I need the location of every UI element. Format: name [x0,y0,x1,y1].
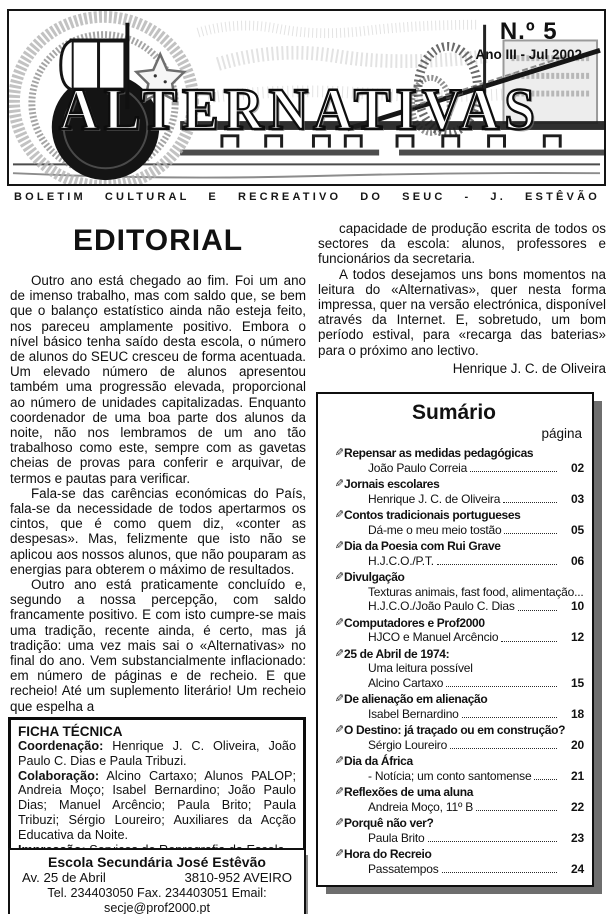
summary-item-body [344,539,584,568]
page-number: 05 [571,522,584,537]
credits-entry-label: Coordenação: [18,739,104,753]
editorial-column [10,224,306,714]
summary-entry-line [344,461,584,476]
summary-item-title: Reflexões de uma aluna [344,785,474,799]
editorial-continuation [318,221,606,376]
dotted-leader [518,610,557,611]
page-number: 15 [571,675,584,690]
editorial-paragraph: Outro ano está praticamente concluído e, segundo a nossa percepção, com saldo francamente positivo. E com isto cumpre-se mais uma tradição, recente ainda, é certo, mas já tradição: uma vez mais sai o «Alternativas» no final do ano. Vem substancialmente inflacionado: em número de páginas e de recheio. E que recheio! Até um suplemento literário! Um recheio que espelha a [10,577,306,714]
summary-item [324,508,584,537]
summary-item [324,847,584,876]
summary-item [324,539,584,568]
page-number: 24 [571,861,584,876]
summary-item-title: Hora do Recreio [344,847,432,861]
credits-box [8,717,306,865]
summary-item-body [344,847,584,876]
dotted-leader [450,748,557,749]
summary-item-title: 25 de Abril de 1974: [344,646,450,661]
pencil-icon: ✎ [334,786,344,798]
summary-item [324,754,584,783]
summary-item-body [344,692,584,721]
summary-item-title: Repensar as medidas pedagógicas [344,446,534,460]
summary-entry-line [344,769,584,784]
pencil-icon: ✎ [334,478,344,490]
editorial-paragraph: A todos desejamos uns bons momentos na leitura do «Alternativas», quer nesta forma impressa, quer na versão electrónica, disponível através da Internet. E, sobretudo, um bom período estival, para «recarga das baterias» para o próximo ano lectivo. [318,266,606,358]
credits-entry-label: Colaboração: [18,768,100,783]
school-contacts: Tel. 234403050 Fax. 234403051 Email: secje@prof2000.pt [47,885,267,914]
page-number: 21 [571,768,584,783]
summary-item [324,446,584,475]
summary-item-body [344,477,584,506]
summary-entry-text: Isabel Bernardino [368,706,459,721]
summary-entry-text: Paula Brito [368,830,425,845]
summary-entry-line [344,661,584,676]
summary-title: Sumário [411,401,497,424]
summary-items [324,446,584,876]
pencil-icon: ✎ [334,724,344,736]
credits-entries [18,739,296,857]
pencil-icon: ✎ [334,817,344,829]
pencil-icon: ✎ [334,848,344,860]
pencil-icon: ✎ [334,647,344,660]
summary-entry-text: H.J.C.O./P.T. [368,553,434,568]
dotted-leader [470,471,557,472]
summary-entry-line [344,585,584,600]
editorial-paragraph: capacidade de produção escrita de todos os sectores da escola: alunos, professores e funcionários da secretaria. [318,221,606,267]
summary-item [324,816,584,845]
summary-item-body [344,754,584,783]
page-number: 03 [571,491,584,506]
page-number: 06 [571,553,584,568]
summary-item [324,785,584,814]
summary-item-title: O Destino: já traçado ou em construção? [344,723,566,737]
page-number: 12 [571,630,584,644]
newsletter-title: ALTERNATIVAS [59,76,540,142]
credits-entry [18,769,296,843]
issue-info [475,18,582,62]
summary-entry-line [344,831,584,846]
dotted-leader [534,779,557,780]
summary-item [324,616,584,645]
dotted-leader [504,533,557,534]
dotted-leader [476,810,557,811]
summary-entry-line [344,523,584,538]
summary-item-title: Computadores e Prof2000 [344,615,485,630]
summary-item-body [344,508,584,537]
summary-entry-text: Henrique J. C. de Oliveira [368,491,501,506]
pencil-icon: ✎ [334,571,344,583]
dotted-leader [442,872,557,873]
page-number: 10 [571,599,584,613]
page-number: 18 [571,706,584,721]
school-name: Escola Secundária José Estêvão [48,854,266,870]
page-number: 22 [571,799,584,814]
summary-item [324,570,584,614]
dotted-leader [462,717,557,718]
summary-entry-text: Sérgio Loureiro [368,737,448,752]
editorial-heading: EDITORIAL [72,224,244,257]
summary-item-body [344,785,584,814]
summary-entry-line [344,554,584,569]
dotted-leader [501,641,557,642]
credits-entry-text: Henrique J. C. Oliveira, João Paulo C. Dias e Paula Tribuzi. [18,739,296,768]
editorial-body [10,273,306,714]
summary-item-body [344,647,584,691]
dotted-leader [446,686,557,687]
summary-page-label: página [541,426,582,441]
pencil-icon: ✎ [334,755,344,767]
summary-entry-line [344,800,584,815]
summary-entry-line [344,862,584,877]
school-address-row [18,870,296,886]
summary-item-body [344,616,584,645]
summary-entry-text: Passatempos [368,861,439,876]
editorial-paragraph: Outro ano está chegado ao fim. Foi um ano de imenso trabalho, mas com saldo que, se bem que o balanço estatístico ainda não esteja feito, nos pareceu amplamente positivo. Embora o nível básico tenha saído desta escola, o número de alunos do SEUC cresceu de forma acentuada. Um elevado número de alunos apresentou também uma progressão elevada, proporcional ao número de unidades capitalizadas. Enquanto coordenador de uma boa parte dos alunos da noite, não nos lembramos de um ano tão trabalhoso como este, sempre com as gavetas cheias de provas para conferir e arquivar, de termos e pautas para verificar. [10,273,306,486]
summary-entry-text: Uma leitura possível [368,661,473,675]
summary-item-title: Dia da África [344,754,413,768]
summary-item [324,477,584,506]
school-street: Av. 25 de Abril [22,870,106,885]
summary-entry-text: Andreia Moço, 11º B [368,799,474,814]
summary-entry-line [344,630,584,645]
page-number: 20 [571,737,584,752]
summary-entry-text: - Notícia; um conto santomense [368,768,532,783]
page-number: 23 [571,830,584,845]
summary-entry-text: João Paulo Correia [368,460,468,475]
pencil-icon: ✎ [334,616,344,629]
summary-item-body [344,816,584,845]
summary-item-title: Dia da Poesia com Rui Grave [344,539,501,553]
summary-entry-line [344,676,584,691]
pencil-icon: ✎ [334,447,344,459]
school-box [8,848,306,914]
pencil-icon: ✎ [334,693,344,705]
summary-item [324,647,584,691]
summary-entry-text: Alcino Cartaxo [368,675,444,690]
issue-number: N.º 5 [499,18,558,45]
newsletter-subtitle: BOLETIM CULTURAL E RECREATIVO DO SEUC - J. ESTÊVÃO [14,191,600,203]
summary-item-title: Divulgação [344,570,405,584]
summary-item-title: Porquê não ver? [344,816,434,830]
page-number: 02 [571,460,584,475]
summary-box [316,392,594,887]
dotted-leader [503,502,557,503]
summary-entry-line [344,707,584,722]
school-postal-code: 3810-952 AVEIRO [184,870,292,885]
summary-item [324,692,584,721]
summary-entry-text: H.J.C.O./João Paulo C. Dias [368,599,515,613]
summary-entry-line [344,738,584,753]
editorial-paragraph: Fala-se das carências económicas do País, fala-se da necessidade de todos apertarmos os cintos, que é como quem diz, «conter as despesas». Mas, felizmente que isto não se aplicou aos nossos alunos, que não pouparam as energias para obterem o máximo de resultados. [10,485,306,577]
dotted-leader [428,841,558,842]
summary-entry-line [344,492,584,507]
summary-item-body [344,723,584,752]
credits-heading: FICHA TÉCNICA [18,724,123,739]
pencil-icon: ✎ [334,509,344,521]
summary-item-title: Jornais escolares [344,477,440,491]
summary-item [324,723,584,752]
summary-item-body [344,570,584,614]
editorial-signature: Henrique J. C. de Oliveira [452,360,606,376]
masthead [7,9,606,186]
pencil-icon: ✎ [334,540,344,552]
summary-entry-line [344,599,584,614]
dotted-leader [437,564,557,565]
summary-item-title: Contos tradicionais portugueses [344,508,521,522]
summary-entry-text: Texturas animais, fast food, alimentação... [368,584,584,599]
issue-date: Ano III - Jul 2002 [475,47,582,62]
summary-entry-text: HJCO e Manuel Arcêncio [368,630,499,644]
summary-item-body [344,446,584,475]
summary-item-title: De alienação em alienação [344,692,488,706]
credits-entry [18,739,296,769]
editorial-continuation-body [318,221,606,358]
summary-entry-text: Dá-me o meu meio tostão [368,522,502,537]
credits-entry-text: Alcino Cartaxo; Alunos PALOP; Andreia Moço; Isabel Bernardino; João Paulo Dias; Manuel Arcêncio; Paula Brito; Paula Tribuzi; Sérgio Loureiro; Auxiliares da Acção Educativa da Noite. [18,768,297,842]
